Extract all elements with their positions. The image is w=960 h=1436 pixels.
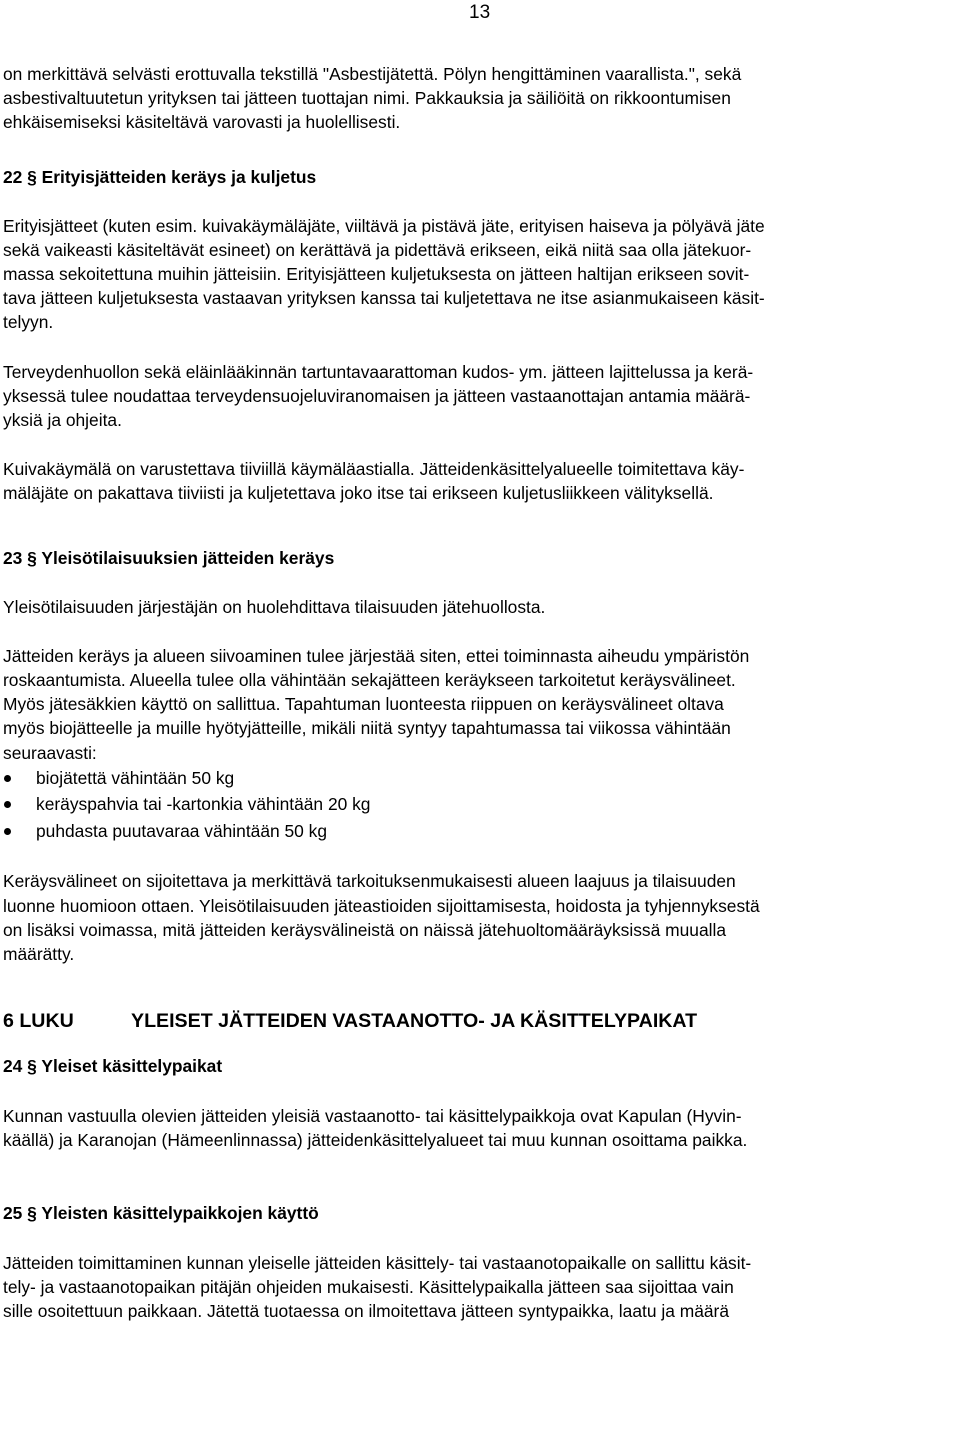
text-line: seuraavasti:	[3, 742, 97, 763]
text-line: Yleisötilaisuuden järjestäjän on huolehdittava tilaisuuden jätehuollosta.	[3, 596, 546, 617]
text-line: käällä) ja Karanojan (Hämeenlinnassa) jätteidenkäsittelyalueet tai muu kunnan osoittama paikka.	[3, 1130, 748, 1151]
text-line: Myös jätesäkkien käyttö on sallittua. Tapahtuman luonteesta riippuen on keräysvälineet oltava	[3, 694, 724, 715]
text-line: myös biojätteelle ja muille hyötyjätteille, mikäli niitä syntyy tapahtumassa tai viikossa vähintään	[3, 718, 731, 739]
list-item	[3, 818, 957, 845]
section-22-paragraph-2	[3, 360, 957, 433]
section-24-heading: 24 § Yleiset käsittelypaikat	[3, 1056, 223, 1077]
bullet-icon	[4, 775, 11, 782]
text-line: asbestivaltuutetun yrityksen tai jätteen tuottajan nimi. Pakkauksia ja säiliöitä on rikkoontumisen	[3, 88, 731, 109]
section-25-paragraph-1	[3, 1251, 957, 1324]
section-24-paragraph-1	[3, 1104, 957, 1152]
section-23-paragraph-2	[3, 644, 957, 765]
section-23-paragraph-1	[3, 595, 957, 619]
text-line: yksessä tulee noudattaa terveydensuojeluviranomaisen ja jätteen vastaanottajan antamia määrä-	[3, 385, 751, 406]
page-number: 13	[469, 2, 491, 23]
list-item-text: biojätettä vähintään 50 kg	[36, 767, 235, 788]
document-body	[3, 62, 957, 1323]
text-line: ehkäisemiseksi käsiteltävä varovasti ja huolellisesti.	[3, 112, 401, 133]
text-line: määrätty.	[3, 943, 75, 964]
text-line: massa sekoitettuna muihin jätteisiin. Erityisjätteen kuljetuksesta on jätteen haltijan erikseen sovit-	[3, 264, 750, 285]
text-line: Kuivakäymälä on varustettava tiiviillä käymäläastialla. Jätteidenkäsittelyalueelle toimitettava käy-	[3, 459, 745, 480]
text-line: Keräysvälineet on sijoitettava ja merkittävä tarkoituksenmukaisesti alueen laajuus ja tilaisuuden	[3, 871, 736, 892]
text-line: telyyn.	[3, 312, 54, 333]
text-line: Terveydenhuollon sekä eläinlääkinnän tartuntavaarattoman kudos- ym. jätteen lajittelussa ja kerä-	[3, 361, 754, 382]
text-line: roskaantumista. Alueella tulee olla vähintään sekajätteen keräykseen tarkoitetut keräysvälineet.	[3, 670, 736, 691]
chapter-heading	[3, 1008, 957, 1034]
section-22-paragraph-1	[3, 214, 957, 335]
text-line: on merkittävä selvästi erottuvalla tekstillä "Asbestijätettä. Pölyn hengittäminen vaarallista.", sekä	[3, 64, 742, 84]
text-line: tava jätteen kuljetuksesta vastaavan yrityksen kanssa tai kuljetettava ne itse asianmukaiseen käsit-	[3, 288, 765, 309]
list-item	[3, 765, 957, 792]
text-line: Erityisjätteet (kuten esim. kuivakäymäläjäte, viiltävä ja pistävä jäte, erityisen haiseva ja pölyävä jäte	[3, 215, 765, 236]
text-line: Jätteiden toimittaminen kunnan yleiselle jätteiden käsittely- tai vastaanotopaikalle on sallittu käsit-	[3, 1252, 752, 1273]
section-23-heading: 23 § Yleisötilaisuuksien jätteiden keräys	[3, 547, 335, 568]
text-line: sekä vaikeasti käsiteltävät esineet) on kerättävä ja pidettävä erikseen, eikä niitä saa olla jätekuor-	[3, 239, 752, 260]
chapter-number: 6 LUKU	[3, 1010, 74, 1033]
section-22-heading: 22 § Erityisjätteiden keräys ja kuljetus	[3, 166, 317, 187]
list-item-text: keräyspahvia tai -kartonkia vähintään 20 kg	[36, 794, 371, 815]
section-25-heading: 25 § Yleisten käsittelypaikkojen käyttö	[3, 1202, 319, 1223]
text-line: tely- ja vastaanotopaikan pitäjän ohjeiden mukaisesti. Käsittelypaikalla jätteen saa sijoittaa vain	[3, 1276, 734, 1297]
list-item-text: puhdasta puutavaraa vähintään 50 kg	[36, 820, 328, 841]
collection-threshold-list	[3, 765, 957, 845]
intro-paragraph	[3, 62, 957, 135]
section-23-paragraph-3	[3, 869, 957, 966]
text-line: Jätteiden keräys ja alueen siivoaminen tulee järjestää siten, ettei toiminnasta aiheudu ympäristön	[3, 645, 750, 666]
chapter-title: YLEISET JÄTTEIDEN VASTAANOTTO- JA KÄSITTELYPAIKAT	[131, 1010, 698, 1033]
text-line: Kunnan vastuulla olevien jätteiden yleisiä vastaanotto- tai käsittelypaikkoja ovat Kapulan (Hyvin-	[3, 1106, 742, 1127]
bullet-icon	[4, 801, 11, 808]
text-line: sille osoitettuun paikkaan. Jätettä tuotaessa on ilmoitettava jätteen syntypaikka, laatu ja määrä	[3, 1300, 729, 1321]
text-line: on lisäksi voimassa, mitä jätteiden keräysvälineistä on näissä jätehuoltomääräyksissä muualla	[3, 919, 727, 940]
list-item	[3, 791, 957, 818]
bullet-icon	[4, 828, 11, 835]
section-22-paragraph-3	[3, 457, 957, 505]
text-line: luonne huomioon ottaen. Yleisötilaisuuden jäteastioiden sijoittamisesta, hoidosta ja tyhjennyksestä	[3, 895, 760, 916]
text-line: yksiä ja ohjeita.	[3, 410, 122, 431]
text-line: mäläjäte on pakattava tiiviisti ja kuljetettava joko itse tai erikseen kuljetusliikkeen välityksellä.	[3, 483, 714, 504]
